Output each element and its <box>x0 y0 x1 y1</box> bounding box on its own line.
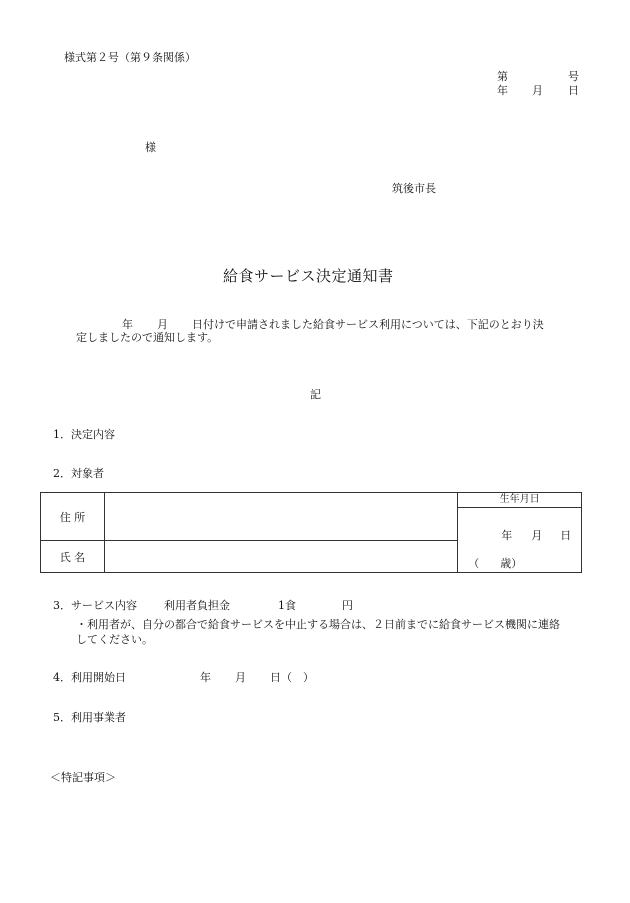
body-text-line2: 定しましたので通知します。 <box>76 331 219 344</box>
issue-date-month: 月 <box>532 84 543 97</box>
doc-number-suffix: 号 <box>568 70 579 83</box>
start-date-day: 日（ ） <box>270 671 314 684</box>
section-provider: 5．利用事業者 <box>53 711 126 724</box>
form-number-label: 様式第２号（第９条関係） <box>64 51 196 64</box>
address-label-cell <box>41 493 105 541</box>
birth-date-header: 生年月日 <box>458 493 581 508</box>
birth-year: 年 <box>501 529 513 542</box>
birth-day: 日 <box>560 529 572 542</box>
special-notes-heading: ＜特記事項＞ <box>50 771 116 784</box>
body-text-line1: 日付けで申請されました給食サービス利用については、下記のとおり決 <box>192 318 544 331</box>
ki-heading: 記 <box>310 388 321 401</box>
per-meal-label: 1食 <box>278 599 296 612</box>
issue-date-day: 日 <box>568 84 579 97</box>
target-person-table <box>40 492 582 573</box>
addressee-honorific: 様 <box>145 141 156 154</box>
birth-date-cell <box>458 493 582 573</box>
yen-label: 円 <box>342 599 353 612</box>
age-close: 歳） <box>500 557 523 570</box>
service-note-line2: してください。 <box>76 633 153 646</box>
body-date-year: 年 <box>122 318 133 331</box>
section-start-date: 4．利用開始日 <box>53 671 126 684</box>
user-fee-label: 利用者負担金 <box>164 599 230 612</box>
birth-date-field[interactable] <box>458 508 581 572</box>
age-open: （ <box>468 557 480 570</box>
doc-number-prefix: 第 <box>497 70 508 83</box>
name-label-cell <box>41 541 105 573</box>
birth-month: 月 <box>531 529 543 542</box>
service-note-line1: ・利用者が、自分の都合で給食サービスを中止する場合は、２日前までに給食サービス機関に連絡 <box>76 618 560 631</box>
section-decision-content: 1．決定内容 <box>53 428 115 441</box>
name-field[interactable] <box>104 541 457 573</box>
section-target-person: 2．対象者 <box>53 467 104 480</box>
issuer-name: 筑後市長 <box>392 182 436 195</box>
section-service-content: 3．サービス内容 <box>53 599 137 612</box>
address-field[interactable] <box>104 493 457 541</box>
address-label: 住 所 <box>59 510 86 524</box>
start-date-year: 年 <box>200 671 211 684</box>
start-date-month: 月 <box>235 671 246 684</box>
name-label: 氏 名 <box>59 550 86 564</box>
body-date-month: 月 <box>157 318 168 331</box>
issue-date-year: 年 <box>497 84 508 97</box>
page-title: 給食サービス決定通知書 <box>223 267 394 285</box>
